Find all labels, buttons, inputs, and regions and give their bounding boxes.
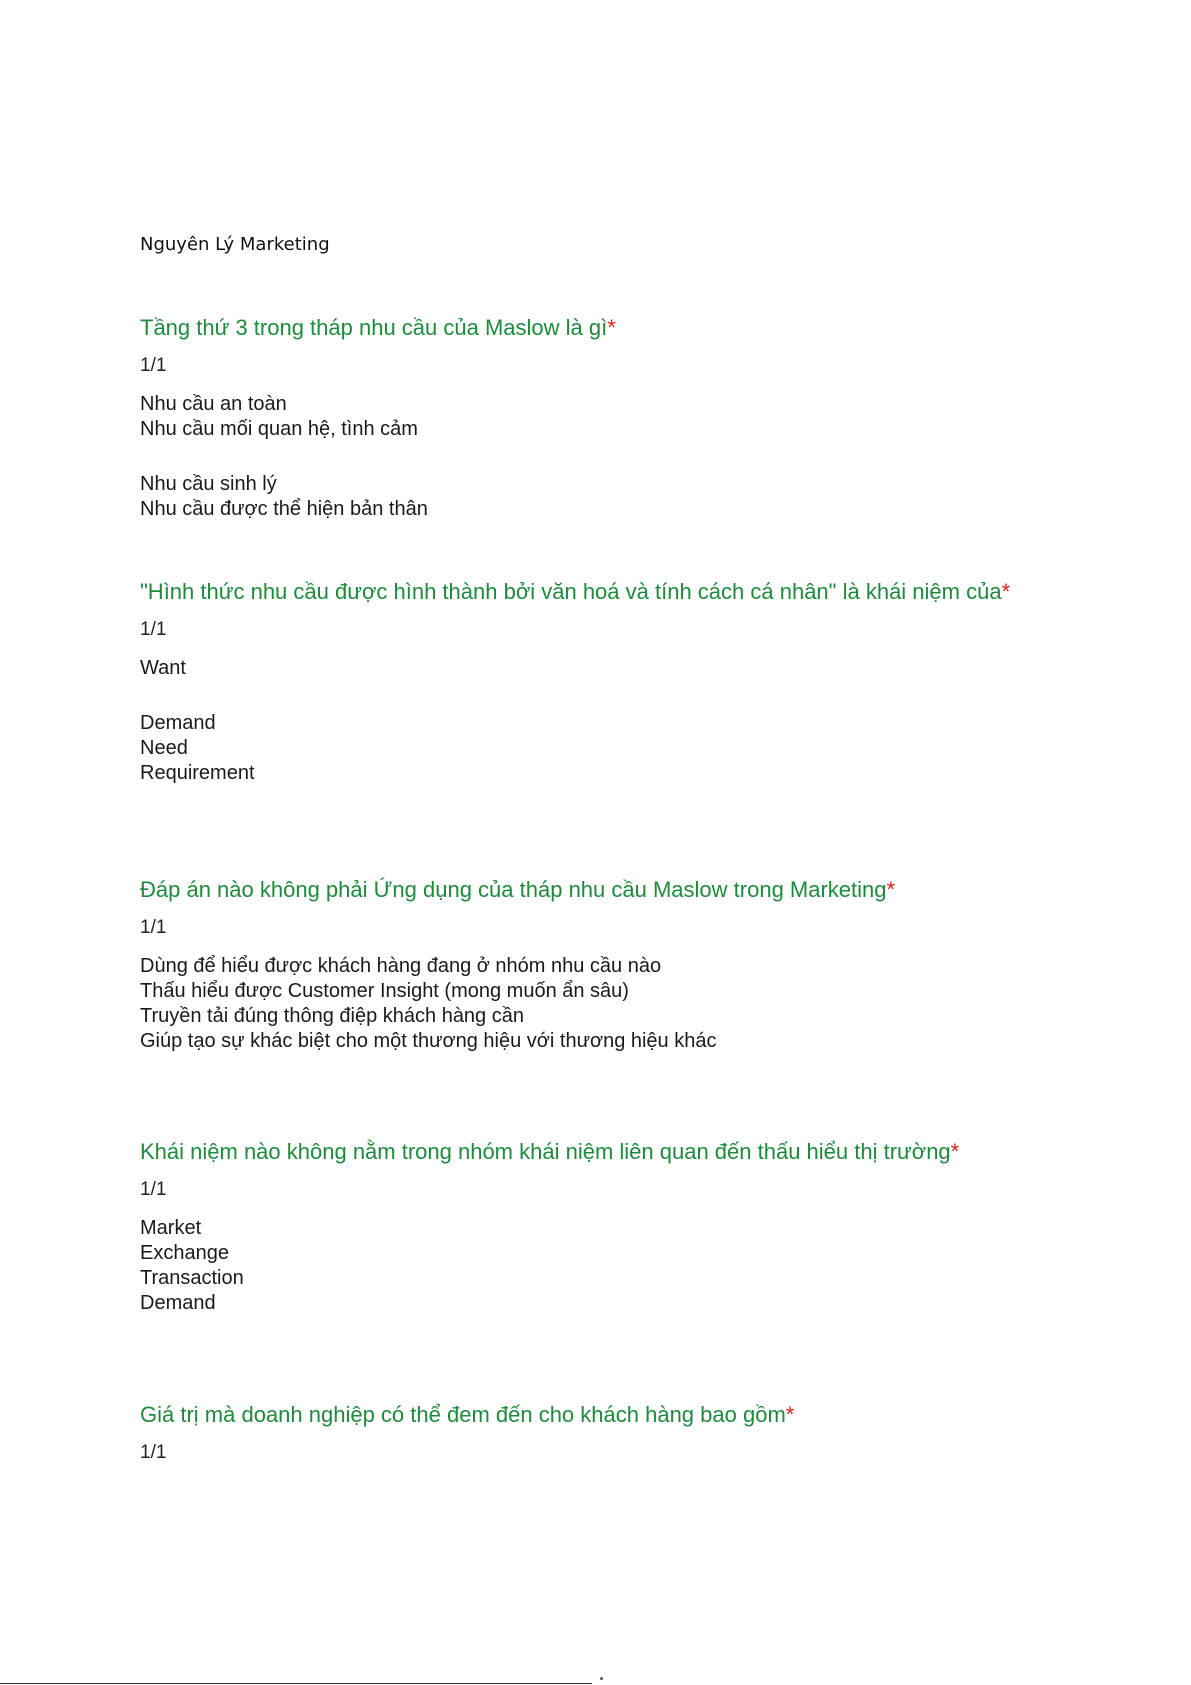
- option-item: Transaction: [140, 1267, 244, 1289]
- option-item: Want: [140, 657, 186, 679]
- option-list: [140, 954, 1040, 1054]
- option-item: Demand: [140, 712, 216, 734]
- question-score: 1/1: [140, 1442, 167, 1463]
- question-text: Khái niệm nào không nằm trong nhóm khái niệm liên quan đến thấu hiểu thị trường: [140, 1139, 951, 1164]
- question-title: [140, 574, 1040, 610]
- footer-mark: [600, 1677, 603, 1680]
- question-title: [140, 872, 1040, 908]
- question-score: 1/1: [140, 1179, 167, 1200]
- option-item: Nhu cầu an toàn: [140, 393, 287, 415]
- question-2: [140, 574, 1040, 786]
- option-item: Dùng để hiểu được khách hàng đang ở nhóm nhu cầu nào: [140, 955, 662, 977]
- question-title: [140, 310, 1040, 346]
- question-3: [140, 872, 1040, 1054]
- option-item: Thấu hiểu được Customer Insight (mong muốn ẩn sâu): [140, 980, 629, 1002]
- option-item: Market: [140, 1217, 202, 1239]
- question-score: 1/1: [140, 355, 167, 376]
- required-marker: *: [607, 315, 616, 340]
- required-marker: *: [950, 1139, 960, 1164]
- option-item: Nhu cầu sinh lý: [140, 473, 277, 495]
- option-item: Nhu cầu mối quan hệ, tình cảm: [140, 418, 418, 440]
- option-item: Exchange: [140, 1242, 229, 1264]
- question-title: [140, 1134, 1040, 1170]
- option-item: Truyền tải đúng thông điệp khách hàng cần: [140, 1005, 524, 1027]
- option-item: Nhu cầu được thể hiện bản thân: [140, 498, 428, 520]
- option-list: [140, 1216, 1040, 1316]
- question-title: [140, 1397, 1040, 1433]
- question-text: Đáp án nào không phải Ứng dụng của tháp nhu cầu Maslow trong Marketing: [140, 877, 887, 902]
- option-item: Requirement: [140, 762, 255, 784]
- option-item: Need: [140, 737, 188, 759]
- page-header: Nguyên Lý Marketing: [140, 234, 330, 255]
- question-5: [140, 1397, 1040, 1465]
- question-text: "Hình thức nhu cầu được hình thành bởi văn hoá và tính cách cá nhân" là khái niệm của: [140, 579, 1002, 604]
- option-list: [140, 656, 1040, 786]
- question-score: 1/1: [140, 917, 167, 938]
- question-4: [140, 1134, 1040, 1316]
- option-list: [140, 392, 1040, 522]
- required-marker: *: [886, 877, 896, 902]
- question-text: Tầng thứ 3 trong tháp nhu cầu của Maslow là gì: [140, 315, 608, 340]
- question-score: 1/1: [140, 619, 167, 640]
- option-item: Giúp tạo sự khác biệt cho một thương hiệu với thương hiệu khác: [140, 1030, 717, 1052]
- required-marker: *: [785, 1402, 795, 1427]
- question-text: Giá trị mà doanh nghiệp có thể đem đến cho khách hàng bao gồm: [140, 1402, 786, 1427]
- footer-divider: [0, 1683, 592, 1684]
- option-item: Demand: [140, 1292, 216, 1314]
- question-1: [140, 310, 1040, 522]
- required-marker: *: [1001, 579, 1011, 604]
